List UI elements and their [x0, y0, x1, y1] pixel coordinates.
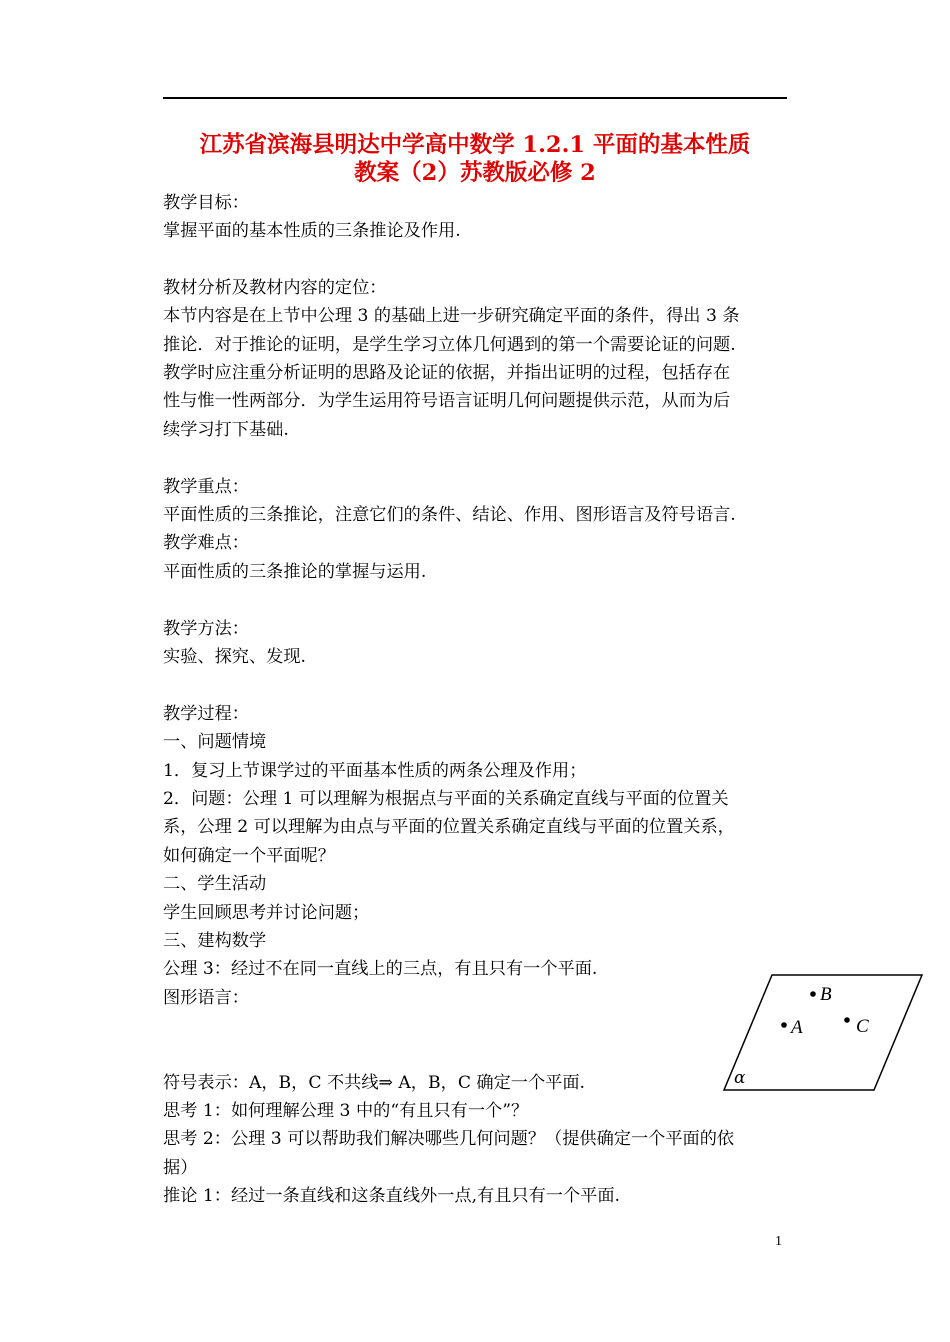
- heading-material-analysis: 教材分析及教材内容的定位：: [163, 278, 387, 298]
- paragraph-line: 系，公理 2 可以理解为由点与平面的位置关系确定直线与平面的位置关系，: [163, 817, 735, 837]
- paragraph-line: 本节内容是在上节中公理 3 的基础上进一步研究确定平面的条件，得出 3 条: [163, 306, 740, 326]
- heading-teaching-process: 教学过程：: [163, 704, 249, 724]
- paragraph-line: 续学习打下基础.: [163, 420, 289, 440]
- page-number: 1: [775, 1234, 782, 1249]
- paragraph-line: 掌握平面的基本性质的三条推论及作用.: [163, 221, 461, 241]
- section-heading: 三、建构数学: [163, 931, 267, 951]
- paragraph-line: 2．问题：公理 1 可以理解为根据点与平面的关系确定直线与平面的位置关: [163, 789, 729, 809]
- point-c-label: C: [856, 1016, 869, 1037]
- document-title-line-2: 教案（2）苏教版必修 2: [354, 160, 596, 186]
- paragraph-line: 平面性质的三条推论，注意它们的条件、结论、作用、图形语言及符号语言.: [163, 505, 736, 525]
- heading-key-points: 教学重点：: [163, 477, 249, 497]
- paragraph-line: 推论．对于推论的证明，是学生学习立体几何遇到的第一个需要论证的问题.: [163, 335, 736, 355]
- plane-figure: [722, 970, 926, 1096]
- paragraph-line: 思考 1：如何理解公理 3 中的“有且只有一个”？: [163, 1101, 529, 1121]
- paragraph-line: 1．复习上节课学过的平面基本性质的两条公理及作用；: [163, 761, 587, 781]
- heading-teaching-methods: 教学方法：: [163, 619, 249, 639]
- paragraph-line: 如何确定一个平面呢？: [163, 846, 335, 866]
- document-title-line-1: 江苏省滨海县明达中学高中数学 1.2.1 平面的基本性质: [199, 132, 751, 158]
- paragraph-line: 图形语言：: [163, 988, 249, 1008]
- section-heading: 二、学生活动: [163, 874, 267, 894]
- symbolic-notation-line: 符号表示：A，B，C 不共线⇒ A，B，C 确定一个平面.: [163, 1073, 586, 1093]
- point-a-dot: [781, 1022, 787, 1028]
- point-a-label: A: [791, 1017, 803, 1038]
- paragraph-line: 学生回顾思考并讨论问题；: [163, 903, 370, 923]
- paragraph-line: 实验、探究、发现.: [163, 647, 306, 667]
- point-b-dot: [810, 991, 816, 997]
- plane-alpha-label: α: [734, 1068, 746, 1088]
- paragraph-line: 教学时应注重分析证明的思路及论证的依据，并指出证明的过程，包括存在: [163, 363, 731, 383]
- point-c-dot: [844, 1017, 850, 1023]
- paragraph-line: 思考 2：公理 3 可以帮助我们解决哪些几何问题？（提供确定一个平面的依: [163, 1129, 735, 1149]
- heading-teaching-goals: 教学目标：: [163, 193, 249, 213]
- axiom-3-statement: 公理 3：经过不在同一直线上的三点，有且只有一个平面.: [163, 959, 598, 979]
- point-b-label: B: [820, 984, 832, 1005]
- header-rule: [163, 97, 787, 99]
- heading-difficulties: 教学难点：: [163, 533, 249, 553]
- corollary-1-statement: 推论 1：经过一条直线和这条直线外一点,有且只有一个平面.: [163, 1186, 621, 1206]
- paragraph-line: 平面性质的三条推论的掌握与运用.: [163, 562, 427, 582]
- section-heading: 一、问题情境: [163, 732, 267, 752]
- paragraph-line: 性与惟一性两部分．为学生运用符号语言证明几何问题提供示范，从而为后: [163, 391, 731, 411]
- paragraph-line: 据）: [163, 1158, 198, 1178]
